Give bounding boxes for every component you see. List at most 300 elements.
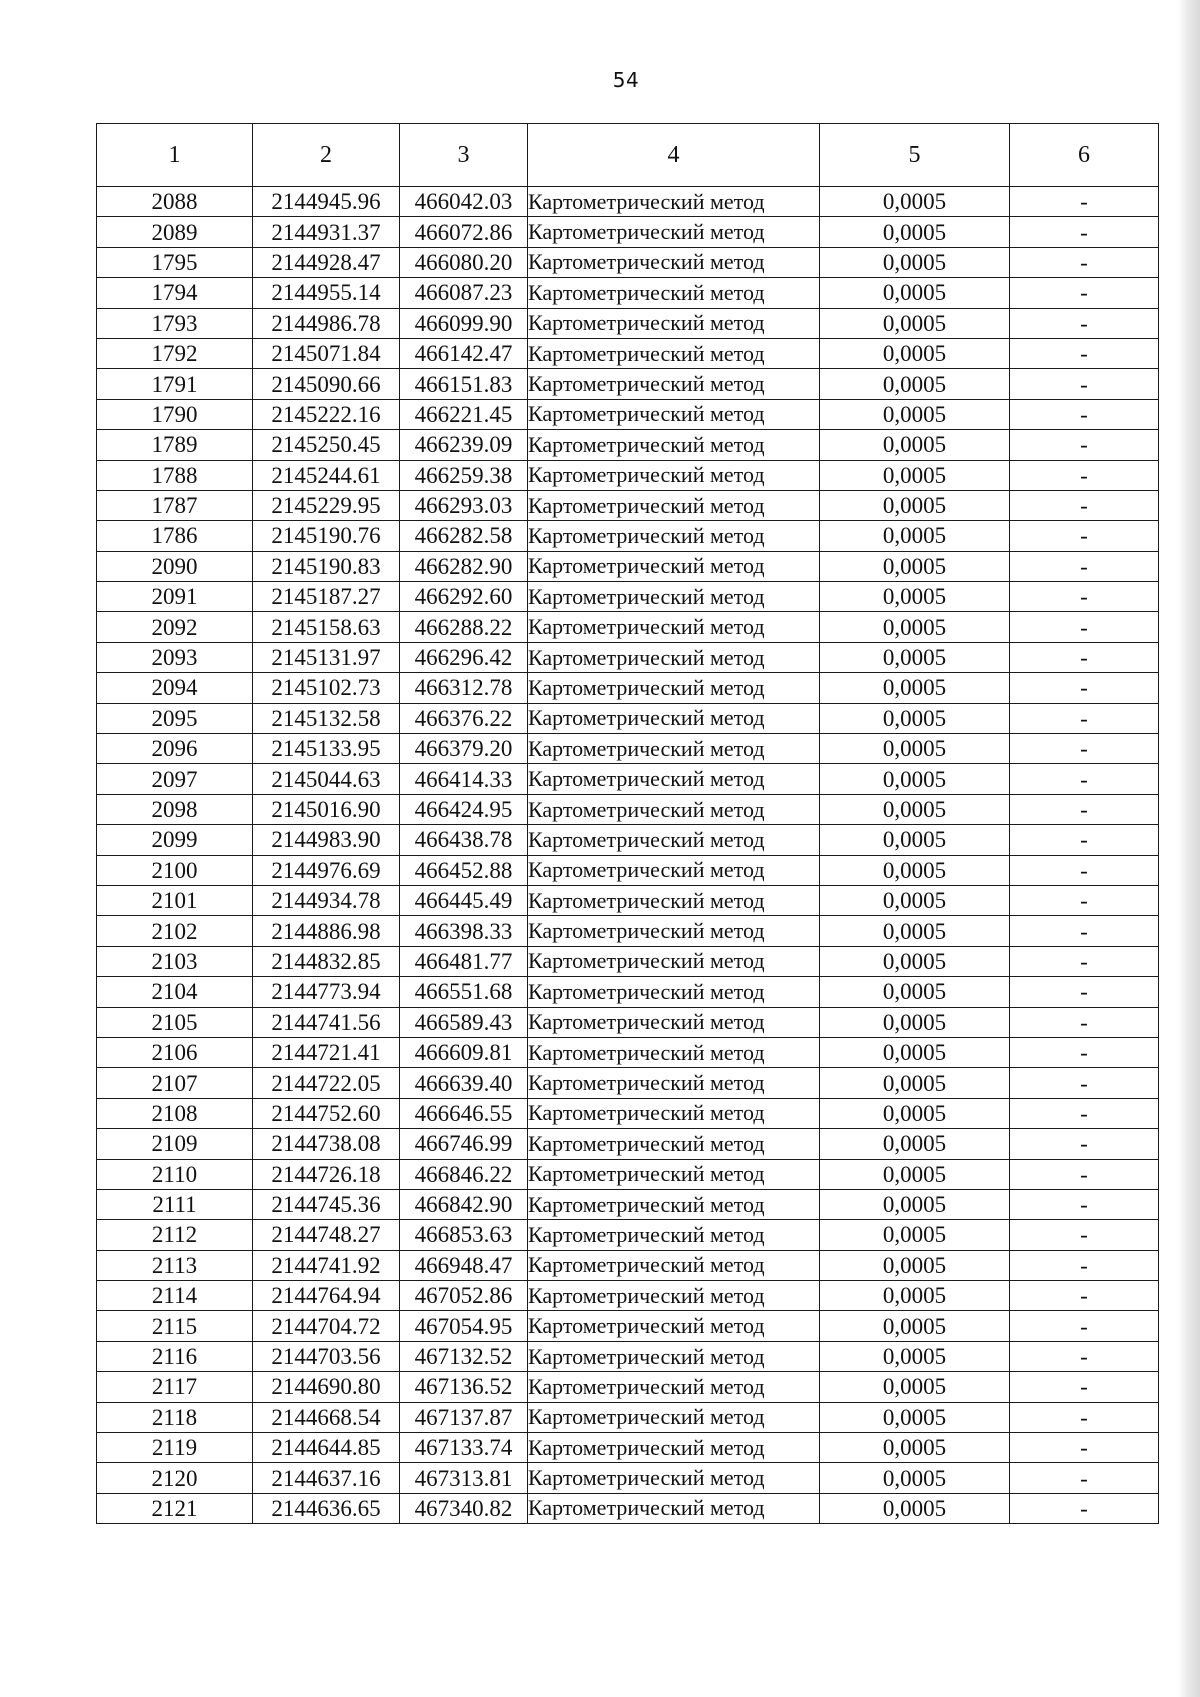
point-number-cell: 2113	[97, 1250, 253, 1280]
method-cell: Картометрический метод	[528, 1493, 820, 1523]
note-cell: -	[1010, 977, 1159, 1007]
x-coordinate-cell: 2144726.18	[253, 1159, 400, 1189]
point-number-cell: 1792	[97, 338, 253, 368]
point-number-cell: 2108	[97, 1098, 253, 1128]
error-cell: 0,0005	[820, 1433, 1010, 1463]
y-coordinate-cell: 466080.20	[400, 247, 528, 277]
error-cell: 0,0005	[820, 551, 1010, 581]
method-cell: Картометрический метод	[528, 369, 820, 399]
column-header-5: 5	[820, 124, 1010, 187]
error-cell: 0,0005	[820, 794, 1010, 824]
x-coordinate-cell: 2144773.94	[253, 977, 400, 1007]
error-cell: 0,0005	[820, 1220, 1010, 1250]
note-cell: -	[1010, 1341, 1159, 1371]
y-coordinate-cell: 466646.55	[400, 1098, 528, 1128]
method-cell: Картометрический метод	[528, 885, 820, 915]
method-cell: Картометрический метод	[528, 1098, 820, 1128]
method-cell: Картометрический метод	[528, 642, 820, 672]
table-body	[97, 187, 1159, 1524]
y-coordinate-cell: 466312.78	[400, 673, 528, 703]
note-cell: -	[1010, 764, 1159, 794]
table-row	[97, 490, 1159, 520]
method-cell: Картометрический метод	[528, 703, 820, 733]
method-cell: Картометрический метод	[528, 1007, 820, 1037]
y-coordinate-cell: 467052.86	[400, 1281, 528, 1311]
note-cell: -	[1010, 1068, 1159, 1098]
x-coordinate-cell: 2145102.73	[253, 673, 400, 703]
table-row	[97, 825, 1159, 855]
point-number-cell: 2090	[97, 551, 253, 581]
error-cell: 0,0005	[820, 1341, 1010, 1371]
note-cell: -	[1010, 703, 1159, 733]
y-coordinate-cell: 466438.78	[400, 825, 528, 855]
x-coordinate-cell: 2144986.78	[253, 308, 400, 338]
error-cell: 0,0005	[820, 1068, 1010, 1098]
x-coordinate-cell: 2145090.66	[253, 369, 400, 399]
method-cell: Картометрический метод	[528, 825, 820, 855]
note-cell: -	[1010, 278, 1159, 308]
note-cell: -	[1010, 1433, 1159, 1463]
scan-edge	[1178, 0, 1200, 1697]
error-cell: 0,0005	[820, 217, 1010, 247]
method-cell: Картометрический метод	[528, 217, 820, 247]
error-cell: 0,0005	[820, 977, 1010, 1007]
table-row	[97, 1220, 1159, 1250]
point-number-cell: 2107	[97, 1068, 253, 1098]
table-row	[97, 1189, 1159, 1219]
x-coordinate-cell: 2144644.85	[253, 1433, 400, 1463]
y-coordinate-cell: 466445.49	[400, 885, 528, 915]
method-cell: Картометрический метод	[528, 977, 820, 1007]
method-cell: Картометрический метод	[528, 490, 820, 520]
point-number-cell: 1786	[97, 521, 253, 551]
x-coordinate-cell: 2144721.41	[253, 1037, 400, 1067]
table-row	[97, 308, 1159, 338]
table-row	[97, 1129, 1159, 1159]
table-row	[97, 1402, 1159, 1432]
error-cell: 0,0005	[820, 734, 1010, 764]
y-coordinate-cell: 466239.09	[400, 430, 528, 460]
x-coordinate-cell: 2144764.94	[253, 1281, 400, 1311]
method-cell: Картометрический метод	[528, 521, 820, 551]
table-row	[97, 399, 1159, 429]
table-row	[97, 1281, 1159, 1311]
point-number-cell: 2100	[97, 855, 253, 885]
method-cell: Картометрический метод	[528, 1250, 820, 1280]
error-cell: 0,0005	[820, 338, 1010, 368]
point-number-cell: 2105	[97, 1007, 253, 1037]
error-cell: 0,0005	[820, 855, 1010, 885]
table-row	[97, 794, 1159, 824]
y-coordinate-cell: 466424.95	[400, 794, 528, 824]
x-coordinate-cell: 2144931.37	[253, 217, 400, 247]
error-cell: 0,0005	[820, 430, 1010, 460]
note-cell: -	[1010, 1220, 1159, 1250]
error-cell: 0,0005	[820, 399, 1010, 429]
table-row	[97, 1250, 1159, 1280]
point-number-cell: 2110	[97, 1159, 253, 1189]
y-coordinate-cell: 466379.20	[400, 734, 528, 764]
error-cell: 0,0005	[820, 460, 1010, 490]
y-coordinate-cell: 467132.52	[400, 1341, 528, 1371]
column-header-3: 3	[400, 124, 528, 187]
x-coordinate-cell: 2145222.16	[253, 399, 400, 429]
error-cell: 0,0005	[820, 825, 1010, 855]
method-cell: Картометрический метод	[528, 794, 820, 824]
point-number-cell: 1795	[97, 247, 253, 277]
method-cell: Картометрический метод	[528, 673, 820, 703]
note-cell: -	[1010, 338, 1159, 368]
x-coordinate-cell: 2144934.78	[253, 885, 400, 915]
error-cell: 0,0005	[820, 642, 1010, 672]
point-number-cell: 1790	[97, 399, 253, 429]
error-cell: 0,0005	[820, 1159, 1010, 1189]
method-cell: Картометрический метод	[528, 612, 820, 642]
y-coordinate-cell: 466221.45	[400, 399, 528, 429]
error-cell: 0,0005	[820, 247, 1010, 277]
x-coordinate-cell: 2144928.47	[253, 247, 400, 277]
note-cell: -	[1010, 490, 1159, 520]
table-row	[97, 247, 1159, 277]
error-cell: 0,0005	[820, 1372, 1010, 1402]
note-cell: -	[1010, 521, 1159, 551]
page-number: 54	[612, 68, 640, 92]
x-coordinate-cell: 2145187.27	[253, 582, 400, 612]
y-coordinate-cell: 466414.33	[400, 764, 528, 794]
table-row	[97, 612, 1159, 642]
table-row	[97, 338, 1159, 368]
note-cell: -	[1010, 247, 1159, 277]
table-row	[97, 217, 1159, 247]
note-cell: -	[1010, 734, 1159, 764]
note-cell: -	[1010, 1037, 1159, 1067]
point-number-cell: 2118	[97, 1402, 253, 1432]
error-cell: 0,0005	[820, 764, 1010, 794]
point-number-cell: 2112	[97, 1220, 253, 1250]
y-coordinate-cell: 466398.33	[400, 916, 528, 946]
x-coordinate-cell: 2144745.36	[253, 1189, 400, 1219]
table-row	[97, 460, 1159, 490]
x-coordinate-cell: 2145131.97	[253, 642, 400, 672]
table-row	[97, 582, 1159, 612]
note-cell: -	[1010, 582, 1159, 612]
table-row	[97, 977, 1159, 1007]
error-cell: 0,0005	[820, 582, 1010, 612]
error-cell: 0,0005	[820, 916, 1010, 946]
point-number-cell: 2094	[97, 673, 253, 703]
note-cell: -	[1010, 1189, 1159, 1219]
note-cell: -	[1010, 1463, 1159, 1493]
note-cell: -	[1010, 399, 1159, 429]
table-row	[97, 1433, 1159, 1463]
note-cell: -	[1010, 551, 1159, 581]
note-cell: -	[1010, 1159, 1159, 1189]
error-cell: 0,0005	[820, 1493, 1010, 1523]
point-number-cell: 2119	[97, 1433, 253, 1463]
y-coordinate-cell: 466842.90	[400, 1189, 528, 1219]
table-row	[97, 1463, 1159, 1493]
note-cell: -	[1010, 946, 1159, 976]
note-cell: -	[1010, 1098, 1159, 1128]
y-coordinate-cell: 466282.58	[400, 521, 528, 551]
x-coordinate-cell: 2144722.05	[253, 1068, 400, 1098]
note-cell: -	[1010, 612, 1159, 642]
point-number-cell: 1789	[97, 430, 253, 460]
point-number-cell: 2101	[97, 885, 253, 915]
y-coordinate-cell: 466099.90	[400, 308, 528, 338]
x-coordinate-cell: 2144738.08	[253, 1129, 400, 1159]
error-cell: 0,0005	[820, 1463, 1010, 1493]
table-row	[97, 551, 1159, 581]
x-coordinate-cell: 2145133.95	[253, 734, 400, 764]
x-coordinate-cell: 2144955.14	[253, 278, 400, 308]
method-cell: Картометрический метод	[528, 1281, 820, 1311]
x-coordinate-cell: 2144741.92	[253, 1250, 400, 1280]
note-cell: -	[1010, 217, 1159, 247]
error-cell: 0,0005	[820, 1311, 1010, 1341]
column-header-4: 4	[528, 124, 820, 187]
y-coordinate-cell: 466042.03	[400, 187, 528, 217]
note-cell: -	[1010, 187, 1159, 217]
error-cell: 0,0005	[820, 278, 1010, 308]
x-coordinate-cell: 2144976.69	[253, 855, 400, 885]
point-number-cell: 2111	[97, 1189, 253, 1219]
table-row	[97, 278, 1159, 308]
method-cell: Картометрический метод	[528, 1311, 820, 1341]
x-coordinate-cell: 2145250.45	[253, 430, 400, 460]
y-coordinate-cell: 466589.43	[400, 1007, 528, 1037]
y-coordinate-cell: 466259.38	[400, 460, 528, 490]
x-coordinate-cell: 2144752.60	[253, 1098, 400, 1128]
point-number-cell: 2106	[97, 1037, 253, 1067]
note-cell: -	[1010, 1129, 1159, 1159]
note-cell: -	[1010, 1281, 1159, 1311]
note-cell: -	[1010, 794, 1159, 824]
error-cell: 0,0005	[820, 1007, 1010, 1037]
coordinates-table	[96, 123, 1159, 1524]
method-cell: Картометрический метод	[528, 1433, 820, 1463]
y-coordinate-cell: 466087.23	[400, 278, 528, 308]
column-header-2: 2	[253, 124, 400, 187]
x-coordinate-cell: 2144886.98	[253, 916, 400, 946]
y-coordinate-cell: 467137.87	[400, 1402, 528, 1432]
point-number-cell: 1787	[97, 490, 253, 520]
point-number-cell: 2093	[97, 642, 253, 672]
column-header-1: 1	[97, 124, 253, 187]
table-row	[97, 764, 1159, 794]
x-coordinate-cell: 2144832.85	[253, 946, 400, 976]
note-cell: -	[1010, 1372, 1159, 1402]
note-cell: -	[1010, 1250, 1159, 1280]
note-cell: -	[1010, 430, 1159, 460]
method-cell: Картометрический метод	[528, 1220, 820, 1250]
error-cell: 0,0005	[820, 612, 1010, 642]
note-cell: -	[1010, 642, 1159, 672]
y-coordinate-cell: 466376.22	[400, 703, 528, 733]
x-coordinate-cell: 2145132.58	[253, 703, 400, 733]
y-coordinate-cell: 466551.68	[400, 977, 528, 1007]
y-coordinate-cell: 466282.90	[400, 551, 528, 581]
method-cell: Картометрический метод	[528, 278, 820, 308]
table-row	[97, 369, 1159, 399]
x-coordinate-cell: 2144704.72	[253, 1311, 400, 1341]
method-cell: Картометрический метод	[528, 1463, 820, 1493]
point-number-cell: 2114	[97, 1281, 253, 1311]
error-cell: 0,0005	[820, 1129, 1010, 1159]
x-coordinate-cell: 2145016.90	[253, 794, 400, 824]
table-row	[97, 521, 1159, 551]
table-row	[97, 916, 1159, 946]
point-number-cell: 2098	[97, 794, 253, 824]
table-row	[97, 1037, 1159, 1067]
note-cell: -	[1010, 855, 1159, 885]
method-cell: Картометрический метод	[528, 916, 820, 946]
error-cell: 0,0005	[820, 1402, 1010, 1432]
method-cell: Картометрический метод	[528, 1129, 820, 1159]
error-cell: 0,0005	[820, 369, 1010, 399]
error-cell: 0,0005	[820, 946, 1010, 976]
point-number-cell: 2103	[97, 946, 253, 976]
method-cell: Картометрический метод	[528, 1068, 820, 1098]
error-cell: 0,0005	[820, 1250, 1010, 1280]
error-cell: 0,0005	[820, 1098, 1010, 1128]
note-cell: -	[1010, 308, 1159, 338]
x-coordinate-cell: 2144668.54	[253, 1402, 400, 1432]
y-coordinate-cell: 467133.74	[400, 1433, 528, 1463]
y-coordinate-cell: 466481.77	[400, 946, 528, 976]
method-cell: Картометрический метод	[528, 551, 820, 581]
table-row	[97, 855, 1159, 885]
method-cell: Картометрический метод	[528, 187, 820, 217]
point-number-cell: 1793	[97, 308, 253, 338]
y-coordinate-cell: 466151.83	[400, 369, 528, 399]
x-coordinate-cell: 2144983.90	[253, 825, 400, 855]
error-cell: 0,0005	[820, 1189, 1010, 1219]
note-cell: -	[1010, 1402, 1159, 1432]
table-row	[97, 1372, 1159, 1402]
table-row	[97, 187, 1159, 217]
point-number-cell: 2096	[97, 734, 253, 764]
point-number-cell: 2089	[97, 217, 253, 247]
table-row	[97, 1007, 1159, 1037]
error-cell: 0,0005	[820, 187, 1010, 217]
point-number-cell: 2116	[97, 1341, 253, 1371]
note-cell: -	[1010, 673, 1159, 703]
error-cell: 0,0005	[820, 673, 1010, 703]
point-number-cell: 2117	[97, 1372, 253, 1402]
y-coordinate-cell: 467313.81	[400, 1463, 528, 1493]
error-cell: 0,0005	[820, 490, 1010, 520]
x-coordinate-cell: 2144703.56	[253, 1341, 400, 1371]
method-cell: Картометрический метод	[528, 1189, 820, 1219]
x-coordinate-cell: 2145244.61	[253, 460, 400, 490]
y-coordinate-cell: 466853.63	[400, 1220, 528, 1250]
table-row	[97, 642, 1159, 672]
point-number-cell: 2109	[97, 1129, 253, 1159]
point-number-cell: 2097	[97, 764, 253, 794]
table-row	[97, 1068, 1159, 1098]
point-number-cell: 2104	[97, 977, 253, 1007]
table-row	[97, 885, 1159, 915]
table-row	[97, 1098, 1159, 1128]
method-cell: Картометрический метод	[528, 855, 820, 885]
table-row	[97, 734, 1159, 764]
point-number-cell: 2099	[97, 825, 253, 855]
method-cell: Картометрический метод	[528, 1037, 820, 1067]
table-row	[97, 1311, 1159, 1341]
method-cell: Картометрический метод	[528, 338, 820, 368]
table-row	[97, 946, 1159, 976]
error-cell: 0,0005	[820, 703, 1010, 733]
point-number-cell: 2092	[97, 612, 253, 642]
method-cell: Картометрический метод	[528, 399, 820, 429]
note-cell: -	[1010, 825, 1159, 855]
y-coordinate-cell: 466452.88	[400, 855, 528, 885]
y-coordinate-cell: 466142.47	[400, 338, 528, 368]
x-coordinate-cell: 2144741.56	[253, 1007, 400, 1037]
x-coordinate-cell: 2145229.95	[253, 490, 400, 520]
method-cell: Картометрический метод	[528, 1402, 820, 1432]
error-cell: 0,0005	[820, 521, 1010, 551]
point-number-cell: 2115	[97, 1311, 253, 1341]
point-number-cell: 1791	[97, 369, 253, 399]
table-row	[97, 673, 1159, 703]
note-cell: -	[1010, 369, 1159, 399]
point-number-cell: 1788	[97, 460, 253, 490]
error-cell: 0,0005	[820, 1281, 1010, 1311]
y-coordinate-cell: 466296.42	[400, 642, 528, 672]
method-cell: Картометрический метод	[528, 1341, 820, 1371]
table-row	[97, 430, 1159, 460]
y-coordinate-cell: 466072.86	[400, 217, 528, 247]
x-coordinate-cell: 2145044.63	[253, 764, 400, 794]
point-number-cell: 2095	[97, 703, 253, 733]
method-cell: Картометрический метод	[528, 247, 820, 277]
y-coordinate-cell: 466846.22	[400, 1159, 528, 1189]
y-coordinate-cell: 467340.82	[400, 1493, 528, 1523]
y-coordinate-cell: 467054.95	[400, 1311, 528, 1341]
point-number-cell: 2091	[97, 582, 253, 612]
method-cell: Картометрический метод	[528, 734, 820, 764]
y-coordinate-cell: 467136.52	[400, 1372, 528, 1402]
method-cell: Картометрический метод	[528, 764, 820, 794]
y-coordinate-cell: 466288.22	[400, 612, 528, 642]
error-cell: 0,0005	[820, 308, 1010, 338]
x-coordinate-cell: 2145071.84	[253, 338, 400, 368]
note-cell: -	[1010, 1493, 1159, 1523]
x-coordinate-cell: 2145190.76	[253, 521, 400, 551]
y-coordinate-cell: 466292.60	[400, 582, 528, 612]
table-row	[97, 1159, 1159, 1189]
note-cell: -	[1010, 885, 1159, 915]
method-cell: Картометрический метод	[528, 1159, 820, 1189]
point-number-cell: 2121	[97, 1493, 253, 1523]
table-row	[97, 1493, 1159, 1523]
note-cell: -	[1010, 1311, 1159, 1341]
method-cell: Картометрический метод	[528, 430, 820, 460]
note-cell: -	[1010, 1007, 1159, 1037]
table-header-row	[97, 124, 1159, 187]
x-coordinate-cell: 2144690.80	[253, 1372, 400, 1402]
x-coordinate-cell: 2145158.63	[253, 612, 400, 642]
column-header-6: 6	[1010, 124, 1159, 187]
x-coordinate-cell: 2145190.83	[253, 551, 400, 581]
x-coordinate-cell: 2144945.96	[253, 187, 400, 217]
table-row	[97, 703, 1159, 733]
y-coordinate-cell: 466948.47	[400, 1250, 528, 1280]
x-coordinate-cell: 2144637.16	[253, 1463, 400, 1493]
method-cell: Картометрический метод	[528, 946, 820, 976]
